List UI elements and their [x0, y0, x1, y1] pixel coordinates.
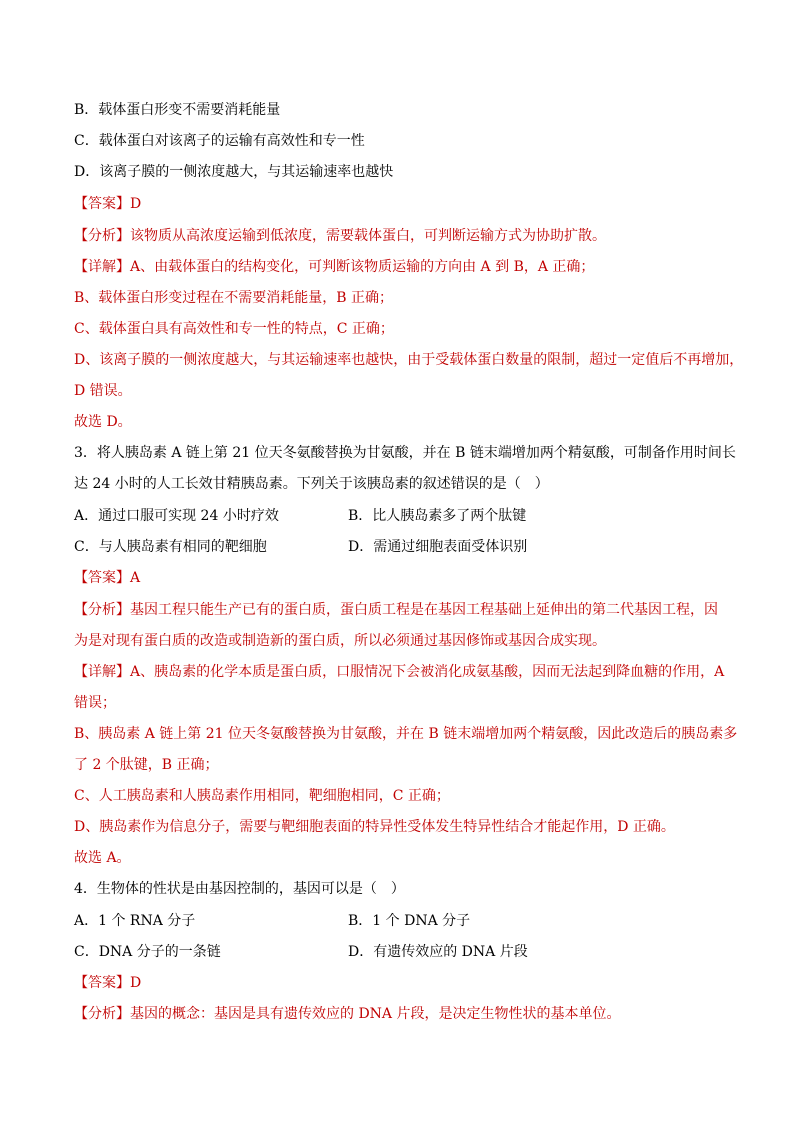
- q3-option-a: A．通过口服可实现 24 小时疗效: [74, 508, 279, 524]
- q4-options-row1: [74, 911, 734, 931]
- q2-detail-d-line2: D 错误。: [74, 383, 132, 399]
- answer-tag: 【答案】: [74, 570, 130, 586]
- q2-detail-c: C、载体蛋白具有高效性和专一性的特点，C 正确；: [74, 321, 394, 337]
- q3-options-row2: [74, 537, 734, 557]
- analysis-tag: 【分析】: [74, 602, 130, 618]
- answer-value: D: [130, 196, 142, 212]
- q4-option-a: A．1 个 RNA 分子: [74, 913, 196, 929]
- q2-answer: [74, 194, 141, 214]
- q3-detail-b-line2: 了 2 个肽键，B 正确；: [74, 757, 219, 773]
- q4-stem: 4．生物体的性状是由基因控制的，基因可以是（ ）: [74, 881, 405, 897]
- q2-option-c: C．载体蛋白对该离子的运输有高效性和专一性: [74, 133, 365, 149]
- q3-option-d: D．需通过细胞表面受体识别: [348, 539, 528, 555]
- q3-analysis-line1: [74, 600, 718, 620]
- q3-detail-b-line1: B、胰岛素 A 链上第 21 位天冬氨酸替换为甘氨酸，并在 B 链末端增加两个精氨酸，因此改造后的胰岛素多: [74, 726, 738, 742]
- q2-choose: 故选 D。: [74, 414, 132, 430]
- q2-analysis: [74, 226, 606, 246]
- answer-tag: 【答案】: [74, 196, 130, 212]
- q4-answer: [74, 973, 141, 993]
- detail-text: A、胰岛素的化学本质是蛋白质，口服情况下会被消化成氨基酸，因而无法起到降血糖的作用，A: [130, 664, 725, 680]
- detail-text: A、由载体蛋白的结构变化，可判断该物质运输的方向由 A 到 B，A 正确；: [130, 259, 595, 275]
- q3-detail-a-line1: [74, 662, 724, 682]
- q4-options-row2: [74, 942, 734, 962]
- analysis-text: 基因的概念：基因是具有遗传效应的 DNA 片段，是决定生物性状的基本单位。: [130, 1006, 621, 1022]
- analysis-text: 该物质从高浓度运输到低浓度，需要载体蛋白，可判断运输方式为协助扩散。: [130, 228, 606, 244]
- q4-option-d: D．有遗传效应的 DNA 片段: [348, 944, 528, 960]
- q4-option-c: C．DNA 分子的一条链: [74, 944, 221, 960]
- analysis-tag: 【分析】: [74, 1006, 130, 1022]
- q3-stem-line2: 达 24 小时的人工长效甘精胰岛素。下列关于该胰岛素的叙述错误的是（ ）: [74, 476, 549, 492]
- q4-analysis: [74, 1004, 620, 1024]
- answer-tag: 【答案】: [74, 975, 130, 991]
- q3-options-row1: [74, 506, 734, 526]
- analysis-text: 基因工程只能生产已有的蛋白质，蛋白质工程是在基因工程基础上延伸出的第二代基因工程，因: [130, 602, 718, 618]
- q3-analysis-line2: 为是对现有蛋白质的改造或制造新的蛋白质，所以必须通过基因修饰或基因合成实现。: [74, 633, 606, 649]
- detail-tag: 【详解】: [74, 664, 130, 680]
- q2-detail-d-line1: D、该离子膜的一侧浓度越大，与其运输速率也越快，由于受载体蛋白数量的限制，超过一定值后不再增加，: [74, 352, 744, 368]
- q3-option-b: B．比人胰岛素多了两个肽键: [348, 508, 527, 524]
- q2-option-b: B．载体蛋白形变不需要消耗能量: [74, 102, 281, 118]
- q3-choose: 故选 A。: [74, 850, 131, 866]
- q2-option-d: D．该离子膜的一侧浓度越大，与其运输速率也越快: [74, 164, 394, 180]
- q3-stem-line1: 3．将人胰岛素 A 链上第 21 位天冬氨酸替换为甘氨酸，并在 B 链末端增加两个精氨酸，可制备作用时间长: [74, 445, 736, 461]
- q3-detail-d: D、胰岛素作为信息分子，需要与靶细胞表面的特异性受体发生特异性结合才能起作用，D 正确。: [74, 819, 675, 835]
- q2-detail-a: [74, 257, 594, 277]
- q2-detail-b: B、载体蛋白形变过程在不需要消耗能量，B 正确；: [74, 290, 394, 306]
- analysis-tag: 【分析】: [74, 228, 130, 244]
- answer-value: D: [130, 975, 142, 991]
- detail-tag: 【详解】: [74, 259, 130, 275]
- q3-detail-a-line2: 错误；: [74, 695, 116, 711]
- q3-detail-c: C、人工胰岛素和人胰岛素作用相同，靶细胞相同，C 正确；: [74, 788, 450, 804]
- q3-answer: [74, 568, 140, 588]
- q4-option-b: B．1 个 DNA 分子: [348, 913, 471, 929]
- q3-option-c: C．与人胰岛素有相同的靶细胞: [74, 539, 267, 555]
- answer-value: A: [130, 570, 141, 586]
